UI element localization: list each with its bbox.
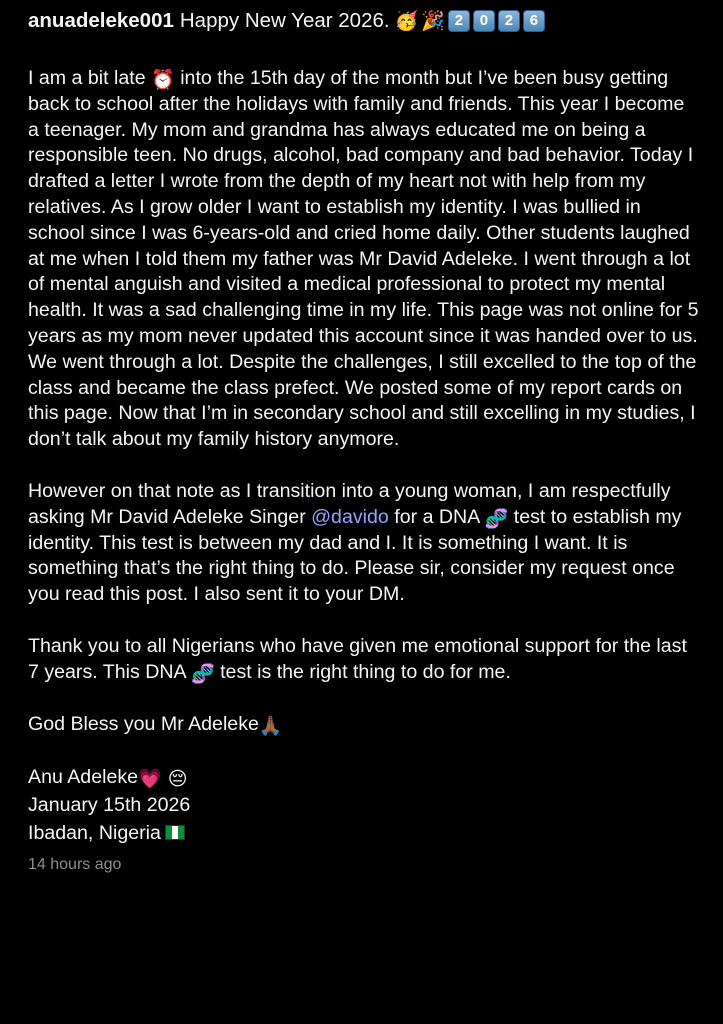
caption-paragraph-4 [28, 712, 700, 738]
username-link[interactable]: anuadeleke001 [28, 9, 174, 32]
caption-header [28, 6, 700, 36]
caption-paragraph-1 [28, 66, 700, 453]
dna-icon: 🧬 [484, 507, 509, 530]
paragraph-text: for a DNA [388, 505, 485, 528]
keycap-digit-icon: 0 [473, 10, 495, 32]
party-face-icon: 🥳 [394, 9, 419, 32]
paragraph-text: test is the right thing to do for me. [214, 660, 511, 683]
nigeria-flag-icon [165, 825, 185, 840]
keycap-digit-icon: 6 [523, 10, 545, 32]
alarm-clock-icon: ⏰ [151, 69, 175, 91]
paragraph-text: I am a bit late [28, 67, 152, 89]
signature-location: Ibadan, Nigeria [28, 822, 161, 845]
keycap-digit-icon: 2 [498, 10, 520, 32]
signature-block [28, 763, 700, 847]
header-emojis [395, 10, 545, 32]
signature-location-line [28, 819, 700, 847]
caption-paragraph-2 [28, 479, 700, 608]
praying-hands-icon: 🙏🏾 [258, 714, 283, 737]
paragraph-text: test to establish my identity. This test is between my dad and I. It is something I want. It is something that’s the right thing to do. Please sir, consider my request once you read this post. I also sent it to your DM. [28, 505, 682, 606]
paragraph-text: God Bless you Mr Adeleke [28, 712, 259, 735]
pink-heart-sad-face-icon: 💗 😔 [138, 768, 188, 791]
paragraph-text: into the 15th day of the month but I’ve been busy getting back to school after the holidays with family and friends. This year I become a teenager. My mom and grandma has always educated me on being a responsible teen. No drugs, alcohol, bad company and bad behavior. Today I drafted a letter I wrote from the depth of my heart not with help from my relatives. As I grow older I want to establish my identity. I was bullied in school since I was 6-years-old and cried home daily. Other students laughed at me when I told them my father was Mr David Adeleke. I went through a lot of mental anguish and visited a medical professional to protect my mental health. It was a sad challenging time in my life. This page was not online for 5 years as my mom never updated this account since it was handed over to us. We went through a lot. Despite the challenges, I still excelled to the top of the class and became the class prefect. We posted some of my report cards on this page. Now that I’m in secondary school and still excelling in my studies, I don’t talk about my family history anymore. [28, 67, 699, 451]
keycap-digit-icon: 2 [448, 10, 470, 32]
signature-date: January 15th 2026 [28, 794, 191, 817]
post-timestamp[interactable]: 14 hours ago [28, 856, 122, 874]
paragraph-text: However on that note as I transition into a young woman, I am respectfully asking Mr David Adeleke Singer [28, 479, 671, 528]
header-text: Happy New Year 2026. [179, 9, 390, 32]
signature-name: Anu Adeleke [28, 766, 139, 789]
signature-name-line [28, 763, 700, 791]
party-popper-icon: 🎉 [421, 9, 445, 32]
paragraph-text: Thank you to all Nigerians who have given me emotional support for the last 7 years. This DNA [28, 634, 687, 683]
caption-paragraph-3 [28, 634, 700, 686]
post-caption [28, 6, 700, 875]
dna-icon: 🧬 [190, 662, 215, 685]
mention-link[interactable]: @davido [311, 505, 389, 528]
